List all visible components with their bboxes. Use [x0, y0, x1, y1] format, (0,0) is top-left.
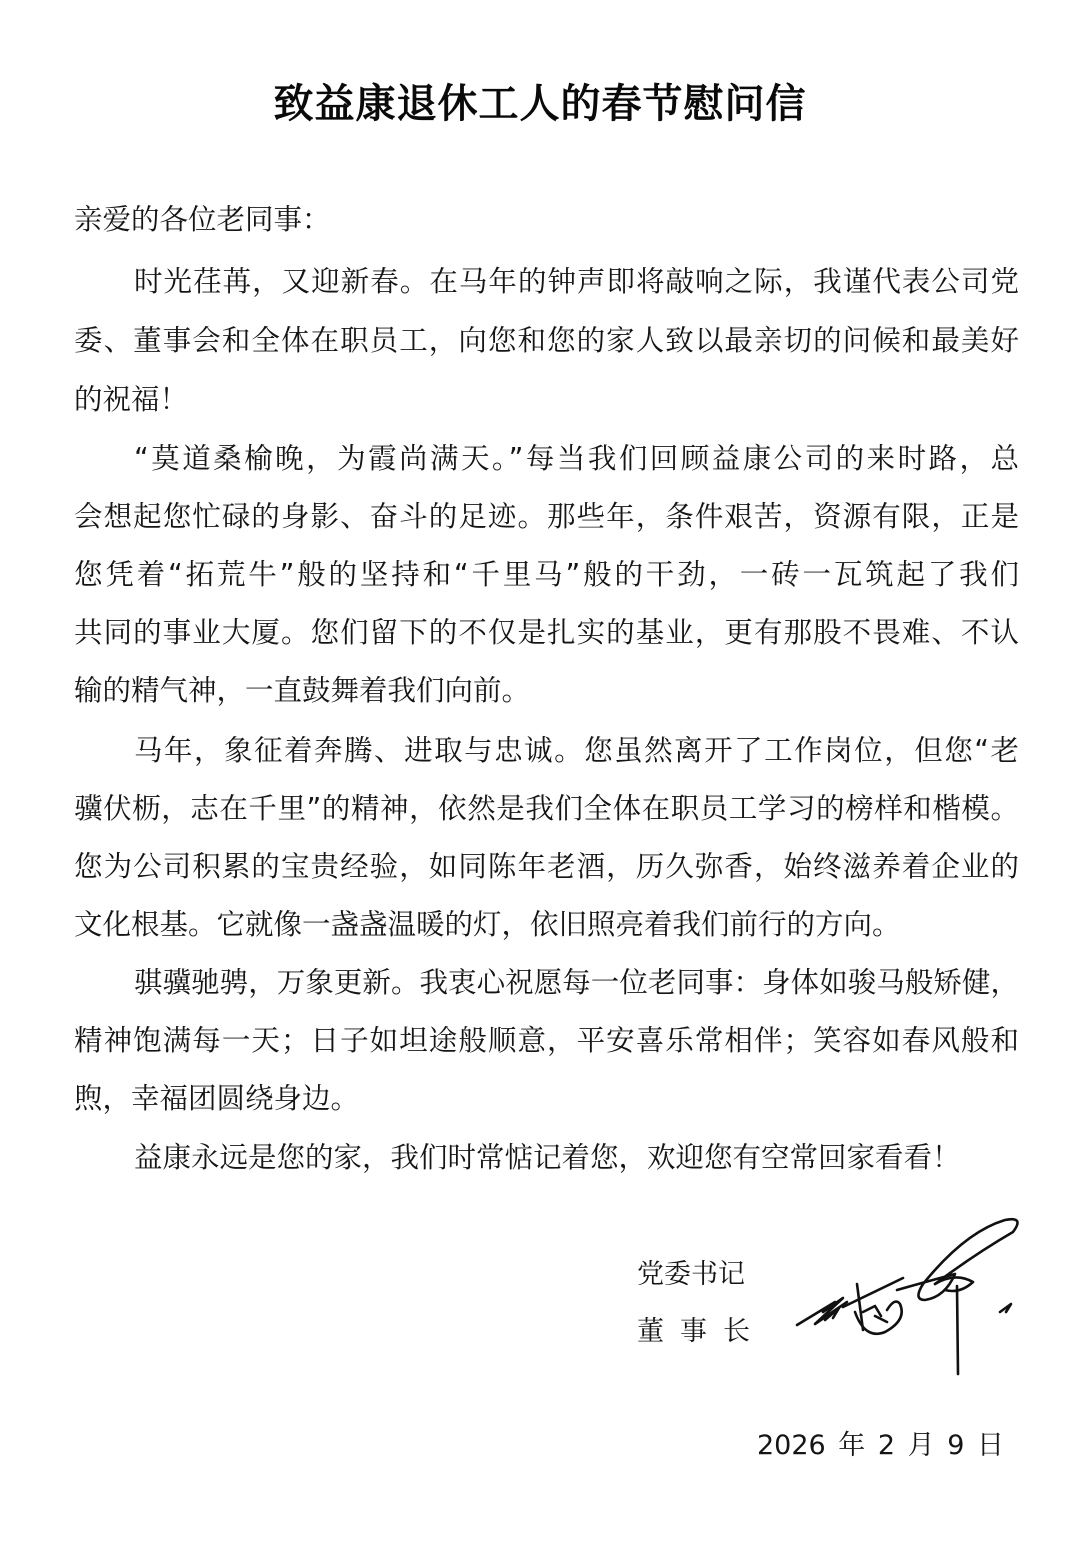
- paragraph-3-line-1: 马年，象征着奔腾、进取与忠诚。您虽然离开了工作岗位，但您“老: [134, 734, 1019, 767]
- paragraph-2-line-4: 共同的事业大厦。您们留下的不仅是扎实的基业，更有那股不畏难、不认: [74, 616, 1019, 649]
- paragraph-1-line-1: 时光荏苒，又迎新春。在马年的钟声即将敲响之际，我谨代表公司党: [134, 265, 1019, 298]
- paragraph-2-line-5: 输的精气神，一直鼓舞着我们向前。: [74, 674, 531, 707]
- letter-title: 致益康退休工人的春节慰问信: [273, 81, 807, 127]
- paragraph-1-line-3: 的祝福！: [74, 383, 189, 416]
- paragraph-2-line-1: “莫道桑榆晚，为霞尚满天。”每当我们回顾益康公司的来时路，总: [134, 442, 1019, 475]
- role-party-secretary: 党委书记: [637, 1259, 745, 1290]
- role-chairman: 董事长: [637, 1316, 766, 1347]
- paragraph-1-line-2: 委、董事会和全体在职员工，向您和您的家人致以最亲切的问候和最美好: [74, 324, 1019, 357]
- salutation: 亲爱的各位老同事：: [74, 203, 331, 236]
- paragraph-4-line-3: 煦，幸福团圆绕身边。: [74, 1082, 360, 1115]
- paragraph-3-line-3: 您为公司积累的宝贵经验，如同陈年老酒，历久弥香，始终滋养着企业的: [74, 850, 1019, 883]
- handwritten-signature-icon: [795, 1212, 1035, 1382]
- paragraph-4-line-1: 骐骥驰骋，万象更新。我衷心祝愿每一位老同事：身体如骏马般矫健，: [134, 966, 1019, 999]
- paragraph-5-line-1: 益康永远是您的家，我们时常惦记着您，欢迎您有空常回家看看！: [134, 1141, 961, 1174]
- letter-date: 2026 年 2 月 9 日: [757, 1430, 1004, 1461]
- paragraph-4-line-2: 精神饱满每一天；日子如坦途般顺意，平安喜乐常相伴；笑容如春风般和: [74, 1024, 1019, 1057]
- paragraph-3-line-2: 骥伏枥，志在千里”的精神，依然是我们全体在职员工学习的榜样和楷模。: [74, 792, 1019, 825]
- paragraph-2-line-2: 会想起您忙碌的身影、奋斗的足迹。那些年，条件艰苦，资源有限，正是: [74, 500, 1019, 533]
- paragraph-2-line-3: 您凭着“拓荒牛”般的坚持和“千里马”般的干劲，一砖一瓦筑起了我们: [74, 558, 1019, 591]
- paragraph-3-line-4: 文化根基。它就像一盏盏温暖的灯，依旧照亮着我们前行的方向。: [74, 908, 901, 941]
